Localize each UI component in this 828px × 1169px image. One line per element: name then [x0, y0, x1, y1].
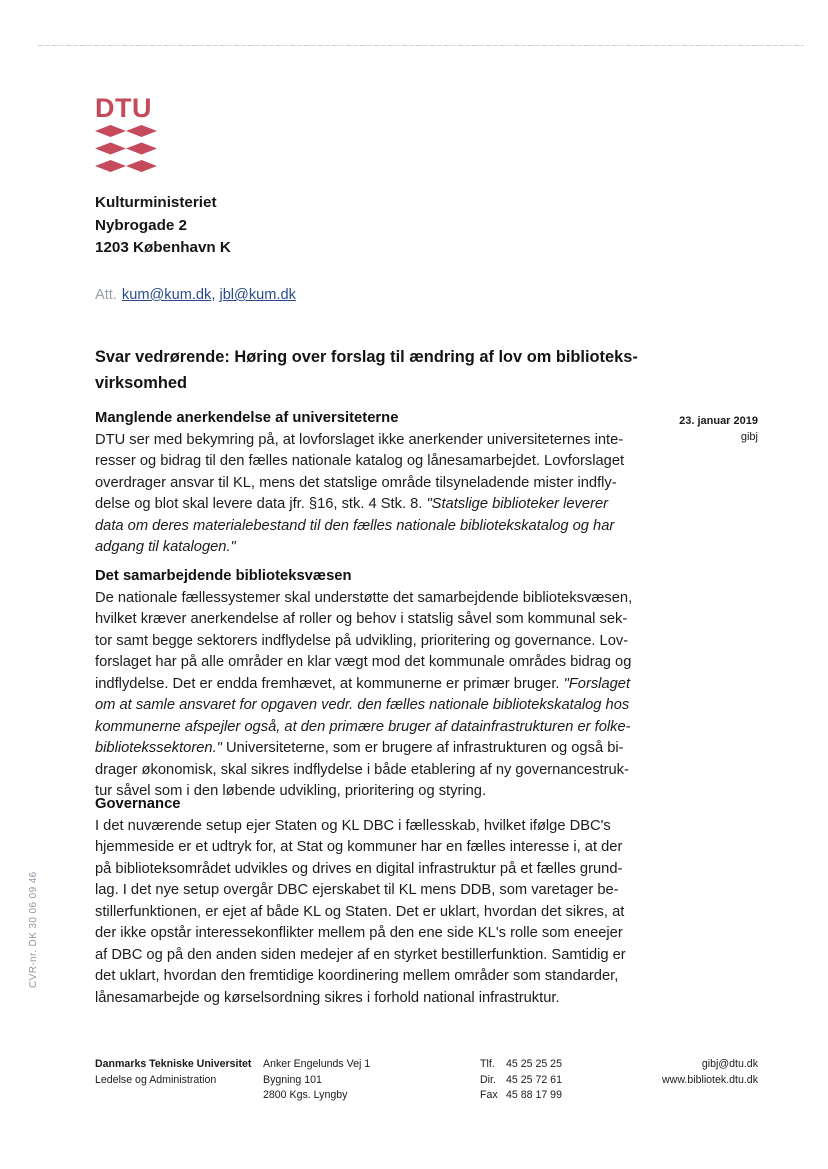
quoted-italic-text: data om deres materialebestand til den fælles nationale bibliotekskatalog og har — [95, 517, 615, 534]
email-link[interactable]: kum@kum.dk — [121, 287, 212, 303]
body-text: på biblioteksområdet udvikles og drives en digital infrastruktur på et fælles grund- — [95, 860, 623, 877]
text-line — [95, 966, 755, 988]
quoted-italic-text: "Statslige biblioteker leverer — [426, 496, 609, 512]
quoted-italic-text: adgang til katalogen." — [95, 539, 236, 555]
letter-section — [95, 566, 755, 803]
phone-label: Tlf. — [480, 1058, 495, 1070]
quoted-italic-text: kommunerne afspejler også, at den primære bruger af datainfrastrukturen er folke- — [95, 718, 631, 735]
body-text: forslaget har på alle områder en klar vægt mod det kommunale områdes bidrag og — [95, 654, 632, 670]
body-text: De nationale fællessystemer skal understøtte det samarbejdende biblioteksvæsen, — [95, 589, 633, 606]
footer-links — [662, 1057, 758, 1088]
body-text: delse og blot skal levere data jfr. §16, stk. 4 Stk. 8. — [95, 496, 427, 512]
body-text: hjemmeside er et udtryk for, at Stat og kommuner har en fælles interesse i, at der — [95, 839, 623, 855]
text-line — [95, 816, 755, 838]
text-line — [95, 738, 755, 760]
footer-link-line: gibj@dtu.dk — [701, 1058, 758, 1070]
recipient-line: Kulturministeriet — [95, 194, 217, 211]
body-text: overdrager ansvar til KL, mens det statslige område tilsyneladende mister indfly- — [95, 474, 617, 491]
letter-sections — [95, 0, 755, 1169]
letter-date: 23. januar 2019 — [679, 415, 758, 427]
text-line — [95, 760, 755, 782]
text-line — [95, 451, 755, 473]
body-text: I det nuværende setup ejer Staten og KL DBC i fællesskab, hvilket ifølge DBC's — [95, 817, 611, 834]
section-heading: Det samarbejdende biblioteksvæsen — [95, 568, 352, 584]
text-line — [95, 430, 755, 452]
text-line — [95, 923, 755, 945]
quoted-italic-text: om at samle ansvaret for opgaven vedr. den fælles nationale bibliotekskatalog hos — [95, 697, 630, 713]
footer-org — [95, 1057, 251, 1088]
phone-row — [480, 1088, 562, 1104]
text-line — [95, 859, 755, 881]
text-line — [95, 717, 755, 739]
text-line — [95, 494, 755, 516]
section-heading: Governance — [95, 796, 181, 812]
body-text: det uklart, hvordan den fremtidige koordinering mellem områder som standarder, — [95, 968, 619, 984]
phone-value: 45 25 25 25 — [506, 1058, 562, 1070]
cvr-number: CVR-nr. DK 30 06 09 46 — [28, 871, 39, 988]
text-line — [95, 945, 755, 967]
att-label: Att. — [95, 287, 117, 303]
text-line — [95, 988, 755, 1010]
quoted-italic-text: bibliotekssektoren." — [95, 740, 226, 756]
text-line — [95, 631, 755, 653]
email-link[interactable]: jbl@kum.dk — [219, 287, 296, 303]
footer-org-name: Danmarks Tekniske Universitet — [95, 1058, 252, 1070]
att-separator: , — [211, 287, 220, 303]
footer-address-line: Anker Engelunds Vej 1 — [263, 1058, 371, 1070]
recipient-line: 1203 København K — [95, 239, 231, 256]
body-text: lånesamarbejde og kørselsordning sikres i forhold national infrastruktur. — [95, 989, 560, 1006]
text-line — [95, 902, 755, 924]
footer-org-dept: Ledelse og Administration — [95, 1073, 217, 1086]
text-line — [95, 674, 755, 696]
footer-address-line: Bygning 101 — [263, 1073, 322, 1086]
text-line — [95, 609, 755, 631]
letter-section — [95, 794, 755, 1009]
letter-section — [95, 408, 755, 559]
phone-row — [480, 1073, 562, 1089]
body-text: DTU ser med bekymring på, at lovforslaget ikke anerkender universiteternes inte- — [95, 431, 624, 448]
text-line — [95, 695, 755, 717]
author-initials: gibj — [740, 431, 758, 443]
title-line: Svar vedrørende: Høring over forslag til ændring af lov om biblioteks- — [95, 348, 638, 366]
text-line — [95, 880, 755, 902]
body-text: drager økonomisk, skal sikres indflydelse i både etablering af ny governancestruk- — [95, 761, 629, 778]
footer-phones — [480, 1057, 562, 1104]
footer-address — [263, 1057, 370, 1104]
body-text: Universiteterne, som er brugere af infrastrukturen og også bi- — [225, 740, 624, 756]
text-line — [95, 652, 755, 674]
footer-link-line: www.bibliotek.dtu.dk — [662, 1073, 758, 1086]
body-text: stillerfunktionen, er ejet af både KL og Staten. Det er uklart, hvordan det sikres, at — [95, 903, 625, 920]
phone-row — [480, 1057, 562, 1073]
text-line — [95, 588, 755, 610]
recipient-line: Nybrogade 2 — [95, 216, 187, 234]
phone-label: Dir. — [480, 1073, 496, 1086]
body-text: lag. I det nye setup overgår DBC ejerskabet til KL mens DDB, som varetager be- — [95, 882, 619, 898]
section-heading: Manglende anerkendelse af universiteterne — [95, 410, 399, 426]
body-text: der ikke opstår interessekonflikter mellem på den ene side KL's rolle som eneejer — [95, 925, 623, 941]
phone-value: 45 88 17 99 — [506, 1089, 562, 1101]
text-line — [95, 837, 755, 859]
text-line — [95, 473, 755, 495]
body-text: hvilket kræver anerkendelse af roller og behov i statslig såvel som kommunal sek- — [95, 611, 628, 627]
text-line — [95, 516, 755, 538]
body-text: tor samt begge sektorers indflydelse på udvikling, prioritering og governance. Lov- — [95, 632, 629, 649]
body-text: af DBC og på den anden siden medejer af en styrket bestillerfunktion. Samtidig er — [95, 946, 626, 963]
title-line: virksomhed — [95, 374, 188, 392]
footer-address-line: 2800 Kgs. Lyngby — [263, 1089, 348, 1101]
body-text: indflydelse. Det er endda fremhævet, at kommunerne er primær bruger. — [95, 675, 564, 692]
text-line — [95, 537, 755, 559]
quoted-italic-text: "Forslaget — [563, 675, 631, 692]
dtu-logo-text: DTU — [95, 93, 152, 123]
body-text: tur såvel som i den løbende udvikling, prioritering og styring. — [95, 783, 487, 799]
phone-label: Fax — [480, 1089, 498, 1101]
phone-value: 45 25 72 61 — [506, 1073, 562, 1086]
body-text: resser og bidrag til den fælles nationale katalog og lånesamarbejdet. Lovforslaget — [95, 453, 625, 469]
